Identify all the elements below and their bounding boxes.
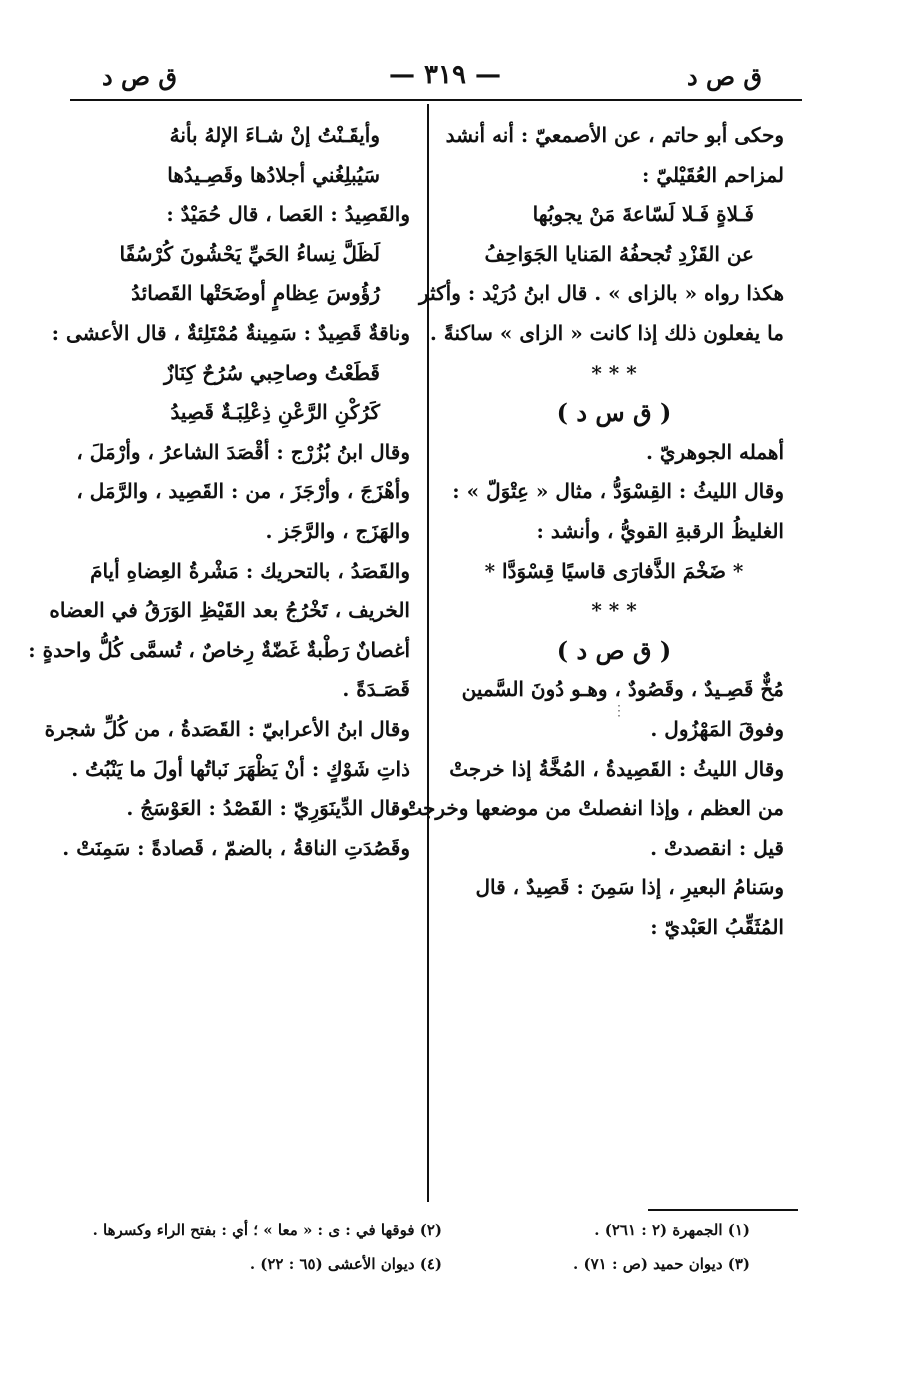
page-header	[70, 52, 802, 96]
header-root-left: ق ص د	[102, 62, 178, 91]
column-separator	[427, 104, 429, 1202]
text-line: قيل : انقصدتْ .	[650, 835, 784, 860]
left-column	[28, 116, 410, 868]
verse-line: سَيُبلِغُني أجلادُها وقَصِـيدُها	[167, 162, 380, 187]
section-separator: * * *	[591, 360, 637, 385]
text-line: أهمله الجوهريّ .	[645, 439, 784, 464]
text-line: وقَصُدَتِ الناقةُ ، بالضمّ ، قَصادةً : سَمِنَتْ .	[62, 835, 410, 860]
right-column	[389, 116, 784, 947]
text-line: ذاتِ شَوْكٍ : أنْ يَظْهَرَ نَباتُها أولَ ما يَنْبُتُ .	[71, 756, 410, 781]
text-line: والقَصَدُ ، بالتحريك : مَشْرةُ العِضاهِ أيامَ	[90, 558, 410, 583]
footnote-4: (٤) ديوان الأعشى (٦٥ : ٢٢) .	[249, 1255, 442, 1273]
text-line: لمزاحم العُقَيْليّ :	[642, 162, 784, 187]
text-line: مُخٌّ قَصِـيدٌ ، وقَصُودٌ ، وهـو دُونَ السَّمين	[461, 677, 784, 702]
verse-line: رُؤُوسَ عِظامٍ أوضَحَتْها القَصائدُ	[131, 281, 380, 306]
text-line: قَصَـدَةً .	[342, 677, 410, 702]
header-root-right: ق ص د	[686, 62, 762, 91]
text-line: وقال ابنُ بُزُرْج : أقْصَدَ الشاعرُ ، وأرْمَلَ ،	[76, 439, 410, 464]
verse-line: لَظَلَّ نِساءُ الحَيِّ يَحْشُونَ كُرْسُفًا	[119, 241, 380, 266]
text-line: وسَنامُ البعيرِ ، إذا سَمِنَ : قَصِيدٌ ، قال	[475, 875, 784, 900]
verse-line: قَطَعْتُ وصاحِبي سُرُحٌ كِنَازٌ	[164, 360, 380, 385]
text-line: وناقةٌ قَصِيدٌ : سَمِينةٌ مُمْتَلِئةٌ ، قال الأعشى :	[51, 320, 410, 345]
footnote-rule	[648, 1209, 798, 1211]
root-heading-qsd: ( ق س د )	[556, 398, 672, 428]
verse-line: فَـلاةٍ فَـلا لَسّاعةَ مَنْ يجوبُها	[532, 202, 754, 227]
text-line: وأهْزَجَ ، وأرْجَزَ ، من : القَصِيد ، والرَّمَل ،	[76, 479, 410, 504]
text-line: وقال الليثُ : القِسْوَدُّ ، مثال « عِتْوَلّ » :	[452, 479, 784, 504]
text-line: هكذا رواه « بالزاى » . قال ابنُ دُرَيْد : وأكثر	[419, 281, 784, 306]
text-line: وقال الدِّينَوَرِيّ : القَصْدُ : العَوْسَجُ .	[126, 796, 410, 821]
text-line: ما يفعلون ذلك إذا كانت « الزاى » ساكنةً .	[429, 320, 784, 345]
verse-line: كَرُكْنِ الرَّعْنِ ذِعْلِبَـةٌ قَصِيدُ	[170, 400, 380, 425]
text-line: أغصانٌ رَطْبةٌ غَضّةٌ رِخاصٌ ، تُسمَّى كُلُّ واحدةٍ :	[28, 637, 410, 662]
section-separator: * * *	[591, 598, 637, 623]
verse-line: عن القَزْدِ تُجحفُهُ المَنايا الجَوَاحِفُ	[484, 241, 754, 266]
text-line: وقال الليثُ : القَصِيدةُ ، المُخَّةُ إذا خرجتْ	[449, 756, 784, 781]
text-line: وفوقَ المَهْزُول .	[650, 716, 784, 741]
text-line: الخريف ، تَخْرُجُ بعد القَيْظِ الوَرَقُ في العضاه	[49, 598, 410, 623]
verse-line: وأيقَـنْتُ إنْ شـاءَ الإلهُ بأنهُ	[169, 123, 380, 147]
verse-line: * ضَخْمَ الذَّفارَى قاسيًا قِسْوَدَّا *	[484, 558, 744, 583]
page-number: — ٣١٩ —	[388, 60, 502, 90]
root-heading-qsd-sad: ( ق ص د )	[556, 635, 672, 665]
margin-mark: ⋮	[612, 703, 626, 719]
text-line: والقَصِيدُ : العَصا ، قال حُمَيْدٌ :	[166, 202, 410, 227]
footnote-3: (٣) ديوان حميد (ص : ٧١) .	[573, 1255, 750, 1273]
text-line: والهَزَج ، والرَّجَز .	[265, 518, 410, 543]
text-line: من العظم ، وإذا انفصلتْ من موضعها وخرجتْ ،	[389, 796, 784, 821]
footnote-2: (٢) فوقها في : ى : « معا » ؛ أي : بفتح الراء وكسرها .	[92, 1221, 442, 1239]
text-line: الغليظُ الرقبةِ القويُّ ، وأنشد :	[536, 518, 784, 543]
footnote-1: (١) الجمهرة (٢ : ٢٦١) .	[594, 1221, 750, 1239]
text-line: المُثَقِّبُ العَبْديّ :	[650, 914, 784, 939]
text-line: وحكى أبو حاتم ، عن الأصمعيّ : أنه أنشد	[445, 123, 784, 147]
text-line: وقال ابنُ الأعرابيّ : القَصَدةُ ، من كُلِّ شجرة	[44, 716, 410, 741]
header-rule	[70, 99, 802, 101]
